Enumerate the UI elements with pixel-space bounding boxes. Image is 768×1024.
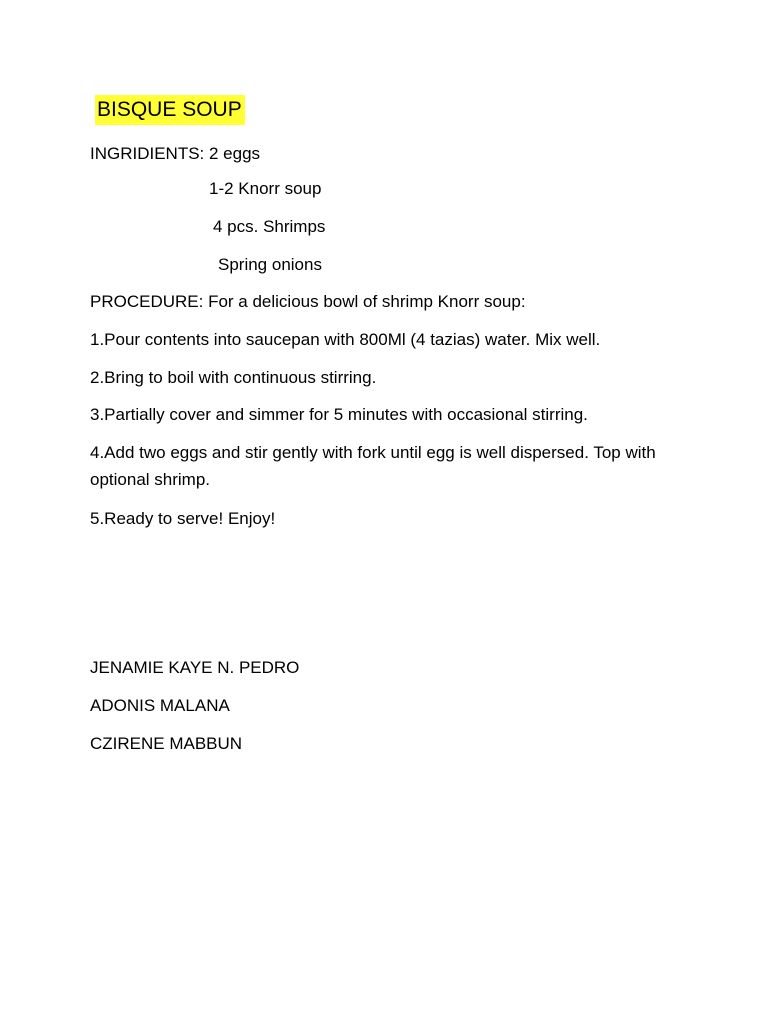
procedure-step: 2.Bring to boil with continuous stirring. bbox=[90, 368, 377, 387]
ingredient-item: 4 pcs. Shrimps bbox=[213, 217, 326, 236]
procedure-heading: PROCEDURE: For a delicious bowl of shrimp Knorr soup: bbox=[90, 292, 526, 311]
procedure-step: 4.Add two eggs and stir gently with fork until egg is well dispersed. Top with optional shrimp. bbox=[90, 443, 656, 489]
ingredient-item: 1-2 Knorr soup bbox=[209, 179, 322, 198]
author-name: CZIRENE MABBUN bbox=[90, 734, 243, 753]
author-name: JENAMIE KAYE N. PEDRO bbox=[90, 658, 300, 677]
author-name: ADONIS MALANA bbox=[90, 696, 230, 715]
document-title: BISQUE SOUP bbox=[95, 95, 245, 125]
ingredient-item: Spring onions bbox=[218, 255, 322, 274]
ingredients-heading: INGRIDIENTS: 2 eggs bbox=[90, 144, 261, 163]
procedure-step: 3.Partially cover and simmer for 5 minutes with occasional stirring. bbox=[90, 405, 588, 424]
procedure-step: 5.Ready to serve! Enjoy! bbox=[90, 509, 276, 528]
procedure-step: 1.Pour contents into saucepan with 800Ml (4 tazias) water. Mix well. bbox=[90, 330, 601, 349]
